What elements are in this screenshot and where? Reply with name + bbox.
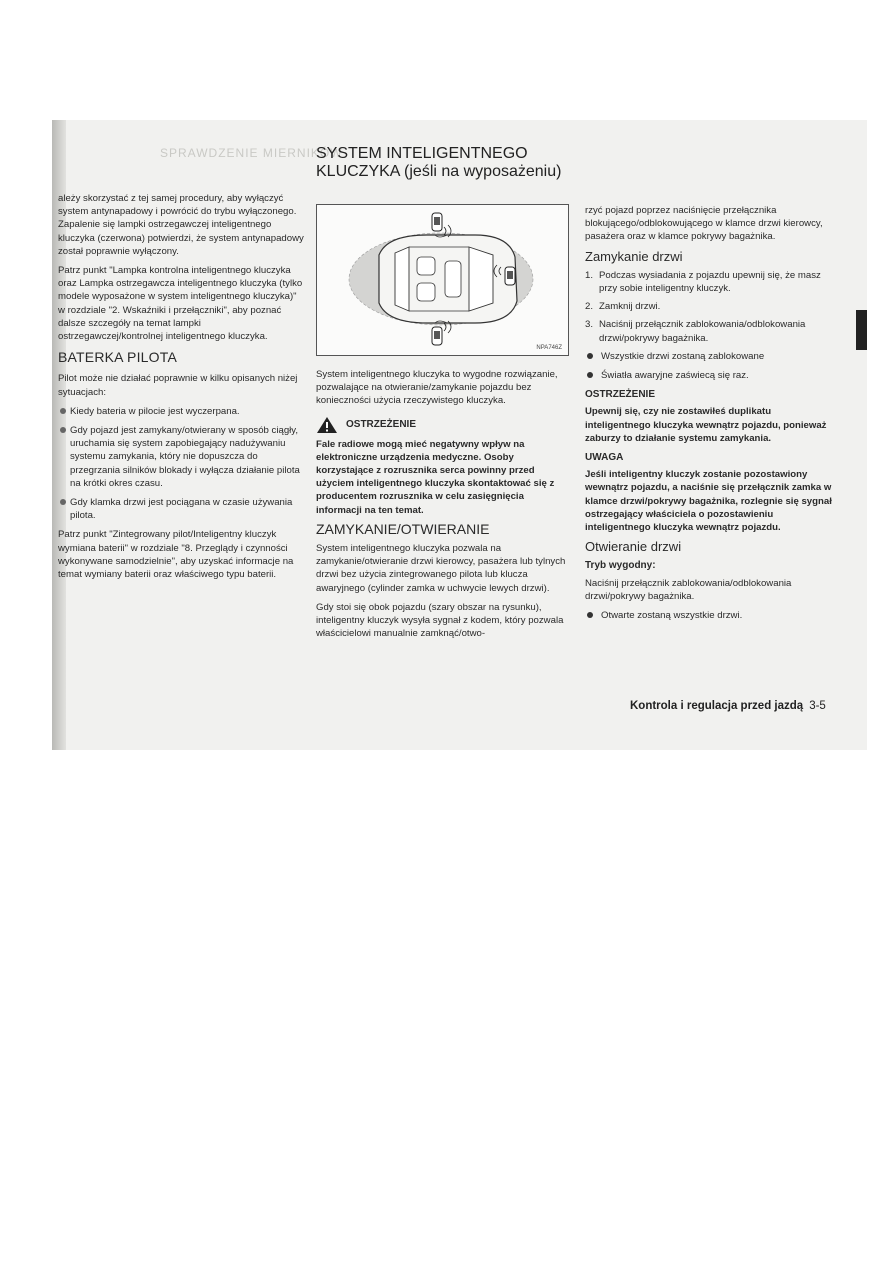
open-doors-heading: Otwieranie drzwi: [585, 539, 682, 555]
convenience-mode-title: Tryb wygodny:: [585, 560, 656, 572]
footer-section-title: Kontrola i regulacja przed jazdą: [630, 700, 804, 712]
left-heading: BATERKA PILOTA: [58, 349, 177, 366]
list-item: 1. Podczas wysiadania z pojazdu upewnij się, że masz przy sobie inteligentny kluczyk.: [585, 269, 821, 295]
page-number: 3-5: [809, 700, 826, 712]
list-item: Światła awaryjne zaświecą się raz.: [585, 369, 837, 382]
locking-paragraph-1: System inteligentnego kluczyka pozwala na zamykanie/otwieranie drzwi kierowcy, pasażera lub tylnych drzwi bez użycia zintegrowanego pilota lub klucza awaryjnego (cylinder zamka w uchwycie lewych drzwi).: [316, 543, 566, 594]
locking-section-heading: ZAMYKANIE/OTWIERANIE: [316, 520, 490, 537]
left-bullet-list: [58, 405, 306, 523]
warning-triangle-icon: [316, 416, 338, 434]
lock-result-list: [585, 350, 837, 382]
note-text: Jeśli inteligentny kluczyk zostanie pozostawiony wewnątrz pojazdu, a naciśnie się przełącznik zamka w klamce drzwi/pokrywy bagażnika, rozlegnie się sygnał ostrzegający właściciela o pozostawieniu inteligentnego kluczyka wewnątrz pojazdu.: [585, 469, 832, 534]
list-item: Gdy pojazd jest zamykany/otwierany w sposób ciągły, uruchamia się system zapobiegający nadużywaniu systemu zamykania, który nie dopuszcza do przegrzania silników blokady i wyłącza działanie pilota na krótki okres czasu.: [58, 424, 306, 490]
convenience-mode-text: Naciśnij przełącznik zablokowania/odblokowania drzwi/pokrywy bagażnika.: [585, 577, 792, 602]
page-footer: [630, 700, 826, 712]
car-diagram-figure: [316, 204, 569, 356]
intro-paragraph: System inteligentnego kluczyka to wygodne rozwiązanie, pozwalające na otwieranie/zamykanie pojazdu bez konieczności użycia rzeczywistego kluczyka.: [316, 369, 558, 407]
middle-column: [316, 368, 567, 646]
left-paragraph-4: Patrz punkt "Zintegrowany pilot/Inteligentny kluczyk wymiana baterii" w rozdziale "8. Przeglądy i czynności wykonywane samodzielnie", aby uzyskać informacje na temat wymiany baterii oraz właściwego typu baterii.: [58, 529, 294, 581]
continuation-paragraph: rzyć pojazd poprzez naciśnięcie przełącznika blokującego/odblokowującego w klamce drzwi kierowcy, pasażera oraz w klamce pokrywy bagażnika.: [585, 205, 823, 243]
list-item: Otwarte zostaną wszystkie drzwi.: [585, 609, 837, 622]
left-column: [52, 192, 306, 587]
left-paragraph-3: Pilot może nie działać poprawnie w kilku opisanych niżej sytuacjach:: [58, 373, 298, 398]
open-result-list: [585, 609, 837, 622]
list-item: Kiedy bateria w pilocie jest wyczerpana.: [58, 405, 306, 418]
lock-doors-heading: Zamykanie drzwi: [585, 248, 683, 264]
chapter-tab-marker: [856, 310, 867, 350]
warning-text-right: Upewnij się, czy nie zostawiłeś duplikatu inteligentnego kluczyka wewnątrz pojazdu, ponieważ zaburzy to działanie systemu zamykania.: [585, 406, 827, 444]
page-title: [316, 145, 561, 181]
warning-title: OSTRZEŻENIE: [346, 419, 417, 430]
locking-paragraph-2: Gdy stoi się obok pojazdu (szary obszar na rysunku), inteligentny kluczyk wysyła sygnał z kodem, który pozwala właścicielowi manualnie zamknąć/otwo-: [316, 601, 564, 640]
list-item: 2. Zamknij drzwi.: [585, 301, 661, 313]
page-title-line-1: SYSTEM INTELIGENTNEGO: [316, 145, 528, 162]
warning-text: Fale radiowe mogą mieć negatywny wpływ na elektroniczne urządzenia medyczne. Osoby korzystające z rozrusznika serca powinny przed użyciem inteligentnego kluczyka skontaktować się z producentem rozrusznika w celu zasięgnięcia informacji na ten temat.: [316, 438, 555, 516]
warning-header: [316, 416, 567, 434]
lock-steps-list: [585, 269, 837, 345]
car-top-view-icon: [317, 205, 568, 355]
list-item: Wszystkie drzwi zostaną zablokowane: [585, 350, 837, 363]
left-paragraph-1: ależy skorzystać z tej samej procedury, aby wyłączyć system antynapadowy i powrócić do trybu wyłączonego. Zapalenie się lampki ostrzegawczej inteligentnego kluczyka (czerwona) potwierdzi, że system antynapadowy został poprawnie wyłączony.: [58, 193, 304, 257]
left-paragraph-2: Patrz punkt "Lampka kontrolna inteligentnego kluczyka oraz Lampka ostrzegawcza inteligentnego kluczyka (tylko modele wyposażone w system inteligentnego kluczyka)" w rozdziale "2. Wskaźniki i przełączniki", aby poznać dalsze szczegóły na temat lampki ostrzegawczej/kontrolnej inteligentnego kluczyka.: [58, 265, 303, 343]
warning-title-right: OSTRZEŻENIE: [585, 389, 656, 401]
figure-code: NPA746Z: [536, 345, 562, 351]
bleed-through-header: SPRAWDZENIE MIERNIKÓW: [160, 146, 343, 160]
note-title: UWAGA: [585, 452, 624, 464]
right-column: [585, 204, 837, 628]
list-item: 3. Naciśnij przełącznik zablokowania/odblokowania drzwi/pokrywy bagażnika.: [585, 319, 806, 344]
page-title-line-2: KLUCZYKA (jeśli na wyposażeniu): [316, 163, 562, 180]
list-item: Gdy klamka drzwi jest pociągana w czasie używania pilota.: [58, 496, 306, 522]
